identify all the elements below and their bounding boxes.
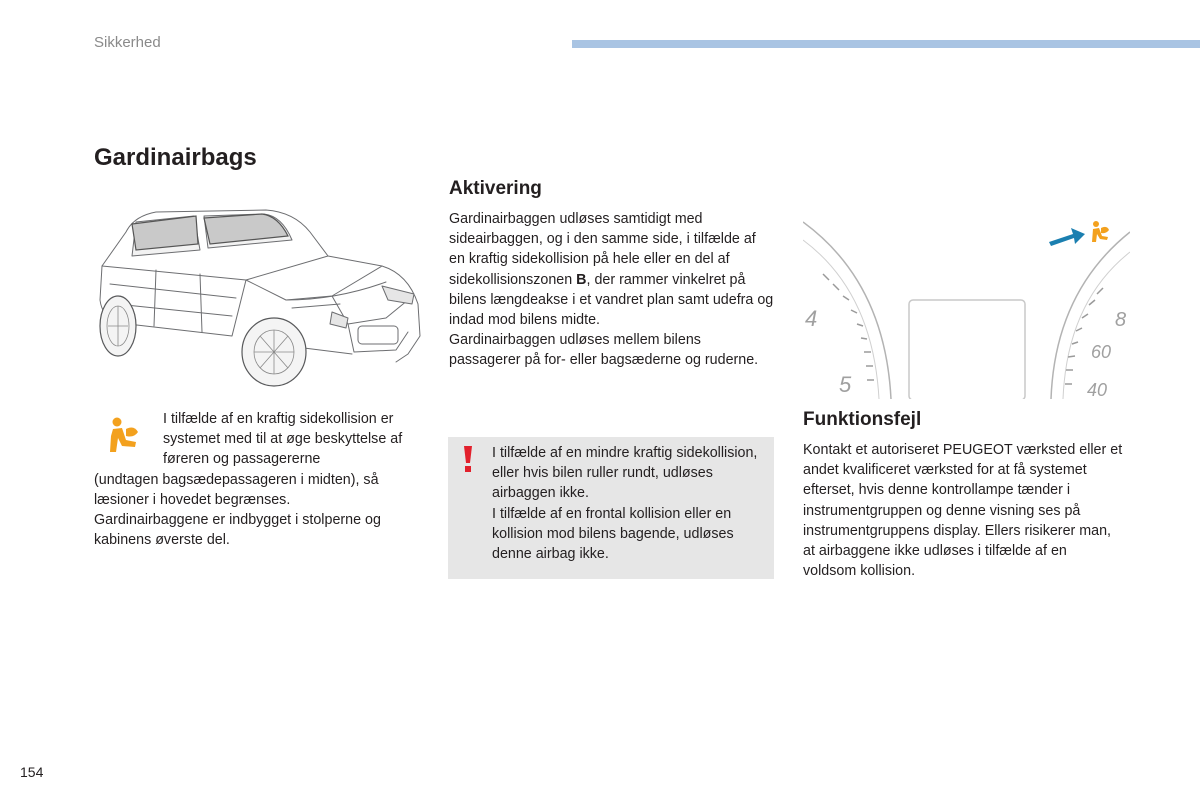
aktivering-text <box>449 209 774 371</box>
info-note <box>94 409 426 550</box>
exclamation-warning-icon <box>460 445 476 473</box>
aktivering-heading: Aktivering <box>449 178 542 199</box>
section-header: Sikkerhed <box>94 34 161 51</box>
aktivering-paragraph-1: Gardinairbaggen udløses samtidigt med sideairbaggen, og i den samme side, i tilfælde af en kraftig sidekollision på hele eller en del af sidekollisionszonen B, der rammer vinkelret på bilens længdeakse i et vandret plan samt udefra og indad mod bilens midte. <box>449 211 774 329</box>
instrument-cluster-illustration <box>803 192 1130 399</box>
info-note-paragraph-2: Gardinairbaggene er indbygget i stolperne og kabinens øverste del. <box>94 512 381 549</box>
info-note-lead: I tilfælde af en kraftig sidekollision er systemet med til at øge beskyttelse af føreren og passagererne <box>163 411 403 468</box>
car-curtain-airbag-illustration <box>96 204 424 388</box>
zone-label: B <box>576 271 587 288</box>
cluster-label-5: 5 <box>839 372 852 397</box>
cluster-label-8: 8 <box>1115 309 1127 331</box>
warning-text <box>492 443 770 564</box>
aktivering-paragraph-2: Gardinairbaggen udløses mellem bilens passagerer på for- eller bagsæderne og ruderne. <box>449 332 759 369</box>
warning-paragraph-2: I tilfælde af en frontal kollision eller en kollision mod bilens bagende, udløses denne airbag ikke. <box>492 505 734 563</box>
cluster-label-40: 40 <box>1087 380 1108 399</box>
cluster-label-60: 60 <box>1091 342 1112 362</box>
funktionsfejl-heading: Funktionsfejl <box>803 409 922 430</box>
warning-paragraph-1: I tilfælde af en mindre kraftig sidekollision, eller hvis bilen ruller rundt, udløses airbaggen ikke. <box>492 445 758 502</box>
cluster-label-4: 4 <box>805 306 818 331</box>
page-title: Gardinairbags <box>94 144 257 171</box>
page-number: 154 <box>20 764 44 780</box>
funktionsfejl-text: Kontakt et autoriseret PEUGEOT værksted eller et andet kvalificeret værksted for at få systemet efterset, hvis denne kontrollampe tænder i instrumentgruppen og denne visning ses på instrumentgruppens display. Ellers risikerer man, at airbaggene ikke udløses i tilfælde af en voldsom kollision. <box>803 442 1123 580</box>
header-accent-bar <box>572 40 1200 48</box>
info-note-continuation: (undtagen bagsædepassageren i midten), så læsioner i hovedet begrænses. <box>94 471 379 508</box>
